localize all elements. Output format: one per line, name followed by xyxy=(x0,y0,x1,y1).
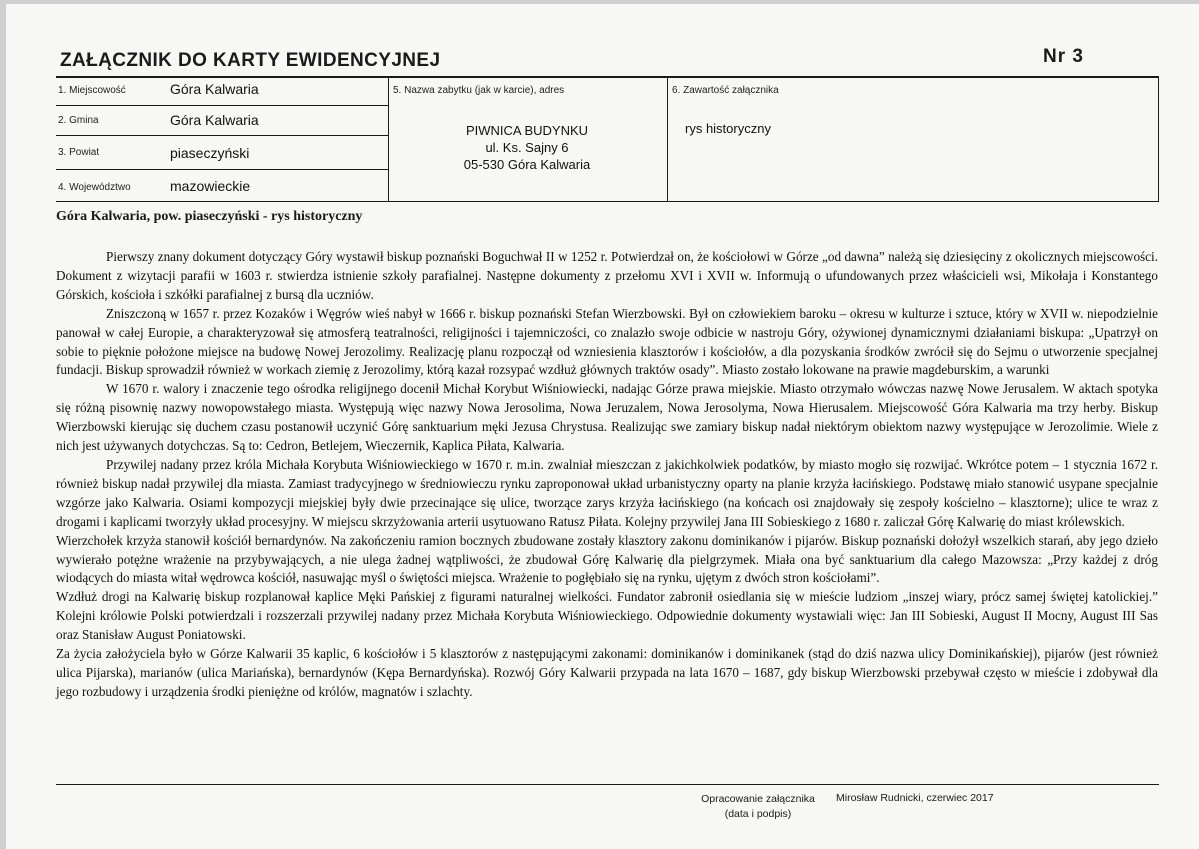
table-top-rule xyxy=(56,76,1159,78)
zawartosc-value: rys historyczny xyxy=(685,121,771,136)
zabytek-street: ul. Ks. Sajny 6 xyxy=(485,140,569,155)
zabytek-label: 5. Nazwa zabytku (jak w karcie), adres xyxy=(393,85,565,96)
gmina-label: 2. Gmina xyxy=(58,115,99,126)
paragraph: Przywilej nadany przez króla Michała Korybuta Wiśniowieckiego w 1670 r. m.in. zwalniał mieszczan z jakichkolwiek podatków, by miasto mogło się rozwijać. Wkrótce potem – 1 stycznia 1672 r. również biskup nadał przywilej dla miasta. Zamiast tradycyjnego w średniowieczu rynku zaproponował układ urbanistyczny oparty na planie krzyża łacińskiego. Podstawę miało stanowić usypane specjalnie wzgórze jako Kalwaria. Osiami kompozycji miejskiej były dwie przecinające się ulice, tworzące zarys krzyża łacińskiego (na końcach osi znajdowały się zespoły kościelno – klasztorne); ulice te wraz z drogami i kaplicami tworzyły układ procesyjny. W miejscu skrzyżowania arterii usytuowano Ratusz Piłata. Kolejny przywilej Jana III Sobieskiego z 1680 r. zaliczał Górę Kalwarię do miast królewskich. xyxy=(56,456,1158,529)
document-title: ZAŁĄCZNIK DO KARTY EWIDENCYJNEJ xyxy=(60,50,441,71)
powiat-value: piaseczyński xyxy=(170,145,250,161)
zawartosc-label: 6. Zawartość załącznika xyxy=(672,85,779,96)
row-divider xyxy=(56,135,388,136)
attachment-number: Nr 3 xyxy=(1043,46,1084,67)
wojewodztwo-label: 4. Województwo xyxy=(58,182,131,193)
paragraph: Za życia założyciela było w Górze Kalwarii 35 kaplic, 6 kościołów i 5 klasztorów z następującymi zakonami: dominikanów i dominikanek (stąd do dziś nazwa ulicy Dominikańskiej), pijarów (jest również ulica Pijarska), marianów (ulica Mariańska), bernardynów (Kępa Bernardyńska). Rozwój Góry Kalwarii przypada na lata 1670 – 1687, gdy biskup Wierzbowski przebywał często w mieście i zdobywał dla jego rozbudowy i urządzenia środki pieniężne od królów, magnatów i szlachty. xyxy=(56,646,1158,699)
gmina-value: Góra Kalwaria xyxy=(170,112,259,128)
history-text xyxy=(56,248,1158,702)
table-right-edge xyxy=(1158,77,1159,201)
zabytek-name: PIWNICA BUDYNKU xyxy=(465,123,589,138)
row-divider xyxy=(56,169,388,170)
miejscowosc-value: Góra Kalwaria xyxy=(170,81,259,97)
miejscowosc-label: 1. Miejscowość xyxy=(58,85,126,96)
footer-rule xyxy=(56,784,1159,785)
zabytek-address xyxy=(389,122,665,173)
column-divider xyxy=(667,77,668,201)
footer-label-line1: Opracowanie załącznika xyxy=(701,793,815,805)
paragraph: W 1670 r. walory i znaczenie tego ośrodka religijnego docenił Michał Korybut Wiśniowiecki, nadając Górze prawa miejskie. Miasto otrzymało wówczas nazwę Nowe Jerusalem. W aktach spotyka się różną pisownię nazwy nowopowstałego miasta. Występują więc nazwy Nowa Jerosolima, Nowa Jeruzalem, Nowa Jerosolyma, Nowa Hierusalem. Miejscowość Góra Kalwaria ma trzy herby. Biskup Wierzbowski kierując się duchem czasu postanowił uczynić Górę sanktuarium męki Jezusa Chrystusa. Realizując swe zamiary biskup nadał niektórym obiektom nazwy występujące w Jerozolimie. Wiele z nich jest używanych dotychczas. Są to: Cedron, Betlejem, Wieczernik, Kaplica Piłata, Kalwaria. xyxy=(56,381,1158,454)
footer-label-line2: (data i podpis) xyxy=(724,808,792,820)
paragraph: Pierwszy znany dokument dotyczący Góry wystawił biskup poznański Boguchwał II w 1252 r. Potwierdzał on, że kościołowi w Górze „od dawna” należą się dziesięciny z okolicznych miejscowości. Dokument z wizytacji parafii w 1603 r. stwierdza istnienie szkoły parafialnej. Następne dokumenty z przełomu XVI i XVII w. Informują o ufundowanych przez właścicieli wsi, Mikołaja i Konstantego Górskich, kościoła i szkółki parafialnej z bursą dla uczniów. xyxy=(56,249,1158,302)
paragraph: Zniszczoną w 1657 r. przez Kozaków i Węgrów wieś nabył w 1666 r. biskup poznański Stefan Wierzbowski. Był on człowiekiem baroku – okresu w kulturze i sztuce, który w XVII w. niepodzielnie panował w całej Europie, a charakteryzował się atmosferą teatralności, religijności i tajemniczości, co znalazło swoje odbicie w nastroju Góry, ożywionej dynamicznymi działaniami biskupa: „Upatrzył on sobie to pięknie położone miejsce na budowę Nowej Jerozolimy. Realizację planu rozpoczął od wzniesienia klasztorów i kościołów, a dla pozyskania środków zwrócił się do Sejmu o utworzenie specjalnej fundacji. Biskup sprowadził również w workach ziemię z Jerozolimy, którą kazał rozsypać wzdłuż głównych traktów osady”. Miasto zostało lokowane na prawie magdeburskim, a warunki xyxy=(56,305,1158,378)
zabytek-city: 05-530 Góra Kalwaria xyxy=(463,157,591,172)
wojewodztwo-value: mazowieckie xyxy=(170,178,251,194)
row-divider xyxy=(56,105,388,106)
section-title: Góra Kalwaria, pow. piaseczyński - rys historyczny xyxy=(56,209,363,224)
table-bottom-rule xyxy=(56,201,1159,202)
powiat-label: 3. Powiat xyxy=(58,147,100,158)
footer-author: Mirosław Rudnicki, czerwiec 2017 xyxy=(836,792,994,804)
paragraph: Wierzchołek krzyża stanowił kościół bernardynów. Na zakończeniu ramion bocznych zbudowane zostały klasztory zakonu dominikanów i pijarów. Biskup poznański dołożył wszelkich starań, aby jego dzieło wywierało potężne wrażenie na przybywających, a nie ulega żadnej wątpliwości, że zbudował Górę Kalwarię dla pielgrzymek. Miała ona być sanktuarium dla całego Mazowsza: „Przy każdej z dróg wiodących do miasta witał wędrowca kościół, nasuwając myśl o świętości miejsca. Wrażenie to pogłębiało się na rynku, ujętym z dwóch stron kościołami”. xyxy=(56,532,1158,586)
paragraph: Wzdłuż drogi na Kalwarię biskup rozplanował kaplice Męki Pańskiej z figurami naturalnej wielkości. Fundator zabronił osiedlania się w mieście ludziom „inszej wiary, prócz samej świętej katolickiej.” Kolejni królowie Polski potwierdzali i rozszerzali przywilej nadany przez Michała Korybuta Wiśniowieckiego. Odpowiednie dokumenty wystawiali więc: Jan III Sobieski, August II Mocny, August III Sas oraz Stanisław August Poniatowski. xyxy=(56,589,1158,643)
footer-label xyxy=(672,792,844,822)
